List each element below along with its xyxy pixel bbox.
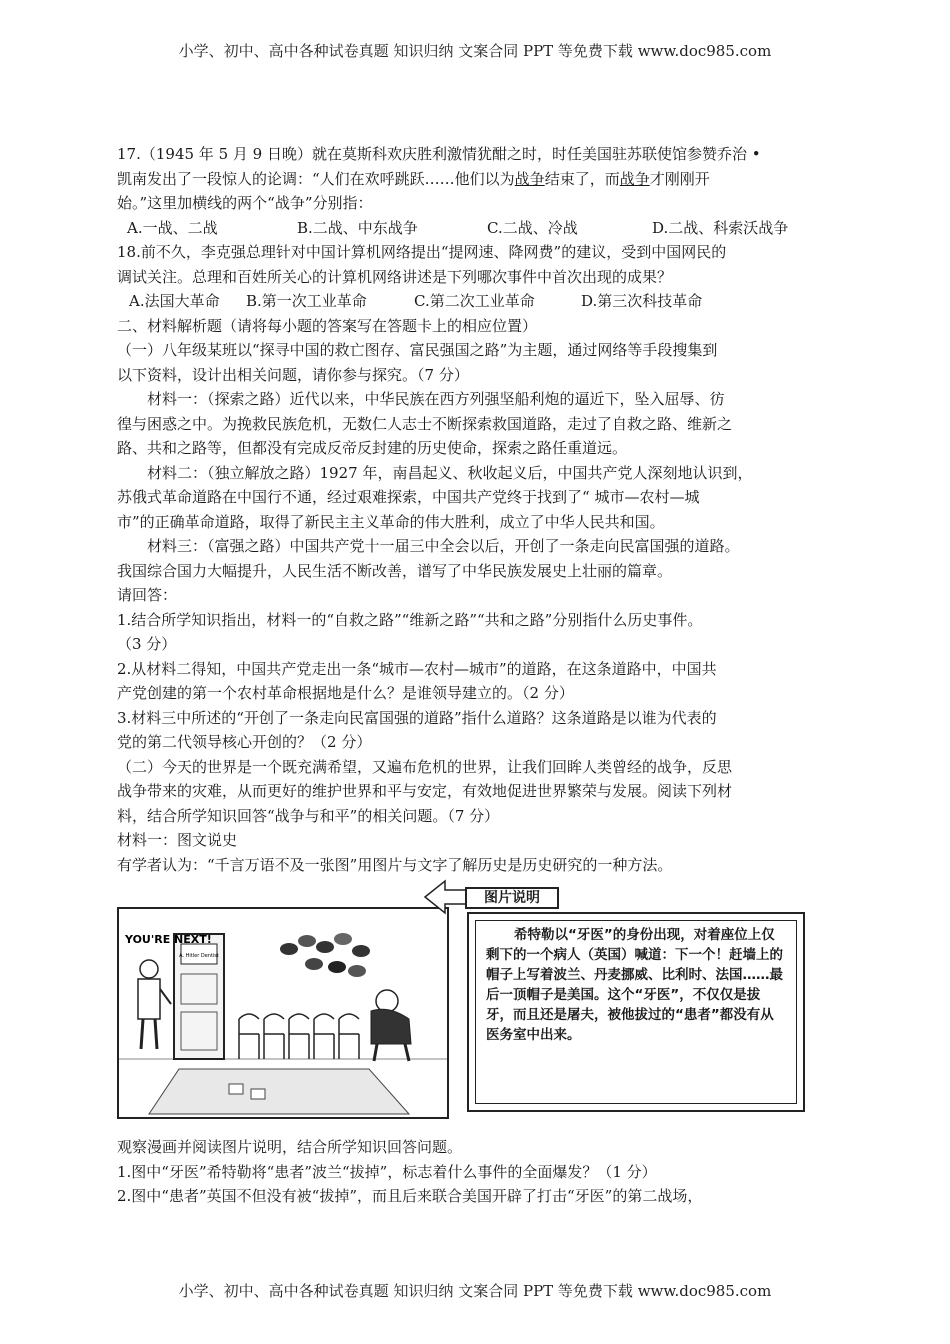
q17-options <box>117 216 835 241</box>
q18-option-b: B.第一次工业革命 <box>246 292 367 310</box>
patient-leg <box>374 1044 377 1061</box>
part1-q2-line2: 产党创建的第一个农村革命根据地是什么？是谁领导建立的。（2 分） <box>117 684 574 702</box>
q17-line3: 始。”这里加横线的两个“战争”分别指： <box>117 194 373 212</box>
hat <box>280 943 298 955</box>
material2-line2: 苏俄式革命道路在中国行不通，经过艰难探索，中国共产党终于找到了“ 城市—农村—城 <box>117 488 700 506</box>
material2-line3: 市”的正确革命道路，取得了新民主主义革命的伟大胜利，成立了中华人民共和国。 <box>117 512 665 531</box>
q17-text-b: 结束了，而 <box>544 169 620 188</box>
q18-option-d: D.第三次科技革命 <box>581 292 703 310</box>
hat <box>348 965 366 977</box>
hat <box>298 935 316 947</box>
patient-body <box>371 1009 411 1044</box>
part1-intro-2: 以下资料，设计出相关问题，请你参与探究。（7 分） <box>117 365 469 384</box>
q17-option-c: C.二战、冷战 <box>487 218 578 237</box>
material1-line1: 材料一：（探索之路）近代以来，中华民族在西方列强坚船利炮的逼近下，坠入屈辱、彷 <box>147 390 725 408</box>
material3-line1: 材料三：（富强之路）中国共产党十一届三中全会以后，开创了一条走向民富国强的道路。 <box>147 537 740 555</box>
row-of-chairs <box>239 1014 359 1059</box>
q17-underlined-war-2: 战争 <box>619 169 650 188</box>
cartoon-drawing <box>119 909 447 1117</box>
q18-options <box>117 289 835 314</box>
caption-text <box>475 920 797 1104</box>
part2-intro-2: 战争带来的灾难，从而更好的维护世界和平与安定，有效地促进世界繁荣与发展。阅读下列材 <box>117 782 733 800</box>
q17-line1: 17.（1945 年 5 月 9 日晚）就在莫斯科欢庆胜利激情犹酣之时，时任美国驻苏联使馆参赞乔治 • <box>117 145 761 163</box>
chair <box>289 1014 309 1059</box>
q17-option-b: B.二战、中东战争 <box>297 218 418 237</box>
part1-q2-line1: 2.从材料二得知，中国共产党走出一条“城市—农村—城市”的道路，在这条道路中，中国共 <box>117 659 717 678</box>
material1-line2: 徨与困惑之中。为挽救民族危机，无数仁人志士不断探索救国道路，走过了自救之路、维新之 <box>117 414 733 433</box>
youre-next-text: YOU'RE NEXT! <box>125 933 212 946</box>
q17-line2 <box>117 167 835 192</box>
part1-q3-line2: 党的第二代领导核心开创的？（2 分） <box>117 733 372 751</box>
page-footer: 小学、初中、高中各种试卷真题 知识归纳 文案合同 PPT 等免费下载 www.doc985.com <box>178 1282 772 1300</box>
caption-title: 图片说明 <box>465 887 559 909</box>
caption-box <box>467 912 805 1112</box>
dentist-coat <box>138 979 160 1019</box>
q17-text-a: 凯南发出了一段惊人的论调：“人们在欢呼跳跃……他们以为 <box>117 169 515 188</box>
part1-q3-line1: 3.材料三中所述的“开创了一条走向民富国强的道路”指什么道路？这条道路是以谁为代表的 <box>117 708 717 727</box>
part2-intro-1: （二）今天的世界是一个既充满希望，又遍布危机的世界，让我们回眸人类曾经的战争，反思 <box>117 757 733 776</box>
material1-line3: 路、共和之路等，但都没有完成反帝反封建的历史使命，探索之路任重道远。 <box>117 439 628 457</box>
q17-underlined-war-1: 战争 <box>514 169 545 188</box>
q17-option-a: A.一战、二战 <box>127 218 218 237</box>
answer-prompt: 请回答： <box>117 586 178 604</box>
section2-title: 二、材料解析题（请将每小题的答案写在答题卡上的相应位置） <box>117 316 538 335</box>
caption-text-body: 希特勒以“牙医”的身份出现，对着座位上仅剩下的一个病人（英国）喊道：下一个！赶墙上的帽子上写着波兰、丹麦挪威、比利时、法国……最后一顶帽子是美国。这个“牙医”，不仅仅是拔牙，而且还是屠夫，被他拔过的“患者”都没有从医务室中出来。 <box>486 927 783 1043</box>
rug <box>149 1069 409 1114</box>
dentist-leg <box>141 1019 143 1049</box>
part2-q2: 2.图中“患者”英国不但没有被“拔掉”，而且后来联合美国开辟了打击“牙医”的第二战场， <box>117 1187 703 1205</box>
dentist-arm <box>160 989 171 1004</box>
hat <box>328 961 346 973</box>
paper-on-floor <box>251 1089 265 1099</box>
dentist-leg <box>155 1019 157 1049</box>
observe-instruction: 观察漫画并阅读图片说明，结合所学知识回答问题。 <box>117 1138 463 1156</box>
paper-on-floor <box>229 1084 243 1094</box>
cartoon-figure <box>117 887 835 1129</box>
part1-q1-line2: （3 分） <box>117 635 177 653</box>
hats-on-wall <box>280 933 370 977</box>
part2-material1-text: 有学者认为：“千言万语不及一张图”用图片与文字了解历史是历史研究的一种方法。 <box>117 855 673 874</box>
patient-head <box>376 990 398 1012</box>
part1-q1-line1: 1.结合所学知识指出，材料一的“自救之路”“维新之路”“共和之路”分别指什么历史事件。 <box>117 610 703 629</box>
door-sign-text: A. Hitler Dentist <box>179 953 219 959</box>
part1-intro-1: （一）八年级某班以“探寻中国的救亡图存、富民强国之路”为主题，通过网络等手段搜集到 <box>117 341 718 359</box>
part2-material1-title: 材料一：图文说史 <box>117 831 238 849</box>
hat <box>334 933 352 945</box>
q17-text-c: 才刚刚开 <box>649 169 710 188</box>
hat <box>352 945 370 957</box>
material2-line1: 材料二：（独立解放之路）1927 年，南昌起义、秋收起义后，中国共产党人深刻地认识到， <box>147 463 753 482</box>
q18-option-c: C.第二次工业革命 <box>414 292 535 310</box>
dentist-cartoon <box>117 907 449 1119</box>
hat <box>316 941 334 953</box>
q18-line2: 调试关注。总理和百姓所关心的计算机网络讲述是下列哪次事件中首次出现的成果？ <box>117 267 673 286</box>
dentist-head <box>140 960 158 978</box>
part2-q1: 1.图中“牙医”希特勒将“患者”波兰“拔掉”，标志着什么事件的全面爆发？（1 分） <box>117 1162 657 1181</box>
hat <box>305 958 323 970</box>
document-body <box>117 142 835 1209</box>
q17-option-d: D.二战、科索沃战争 <box>652 218 789 237</box>
page-header: 小学、初中、高中各种试卷真题 知识归纳 文案合同 PPT 等免费下载 www.doc985.com <box>178 42 772 60</box>
material3-line2: 我国综合国力大幅提升，人民生活不断改善，谱写了中华民族发展史上壮丽的篇章。 <box>117 561 673 580</box>
chair <box>264 1014 284 1059</box>
chair <box>314 1014 334 1059</box>
patient-leg <box>405 1044 409 1061</box>
q18-option-a: A.法国大革命 <box>129 292 220 310</box>
chair <box>239 1014 259 1059</box>
chair <box>339 1014 359 1059</box>
q18-line1: 18.前不久，李克强总理针对中国计算机网络提出“提网速、降网费”的建议，受到中国网民的 <box>117 243 727 261</box>
part2-intro-3: 料，结合所学知识回答“战争与和平”的相关问题。（7 分） <box>117 806 500 825</box>
